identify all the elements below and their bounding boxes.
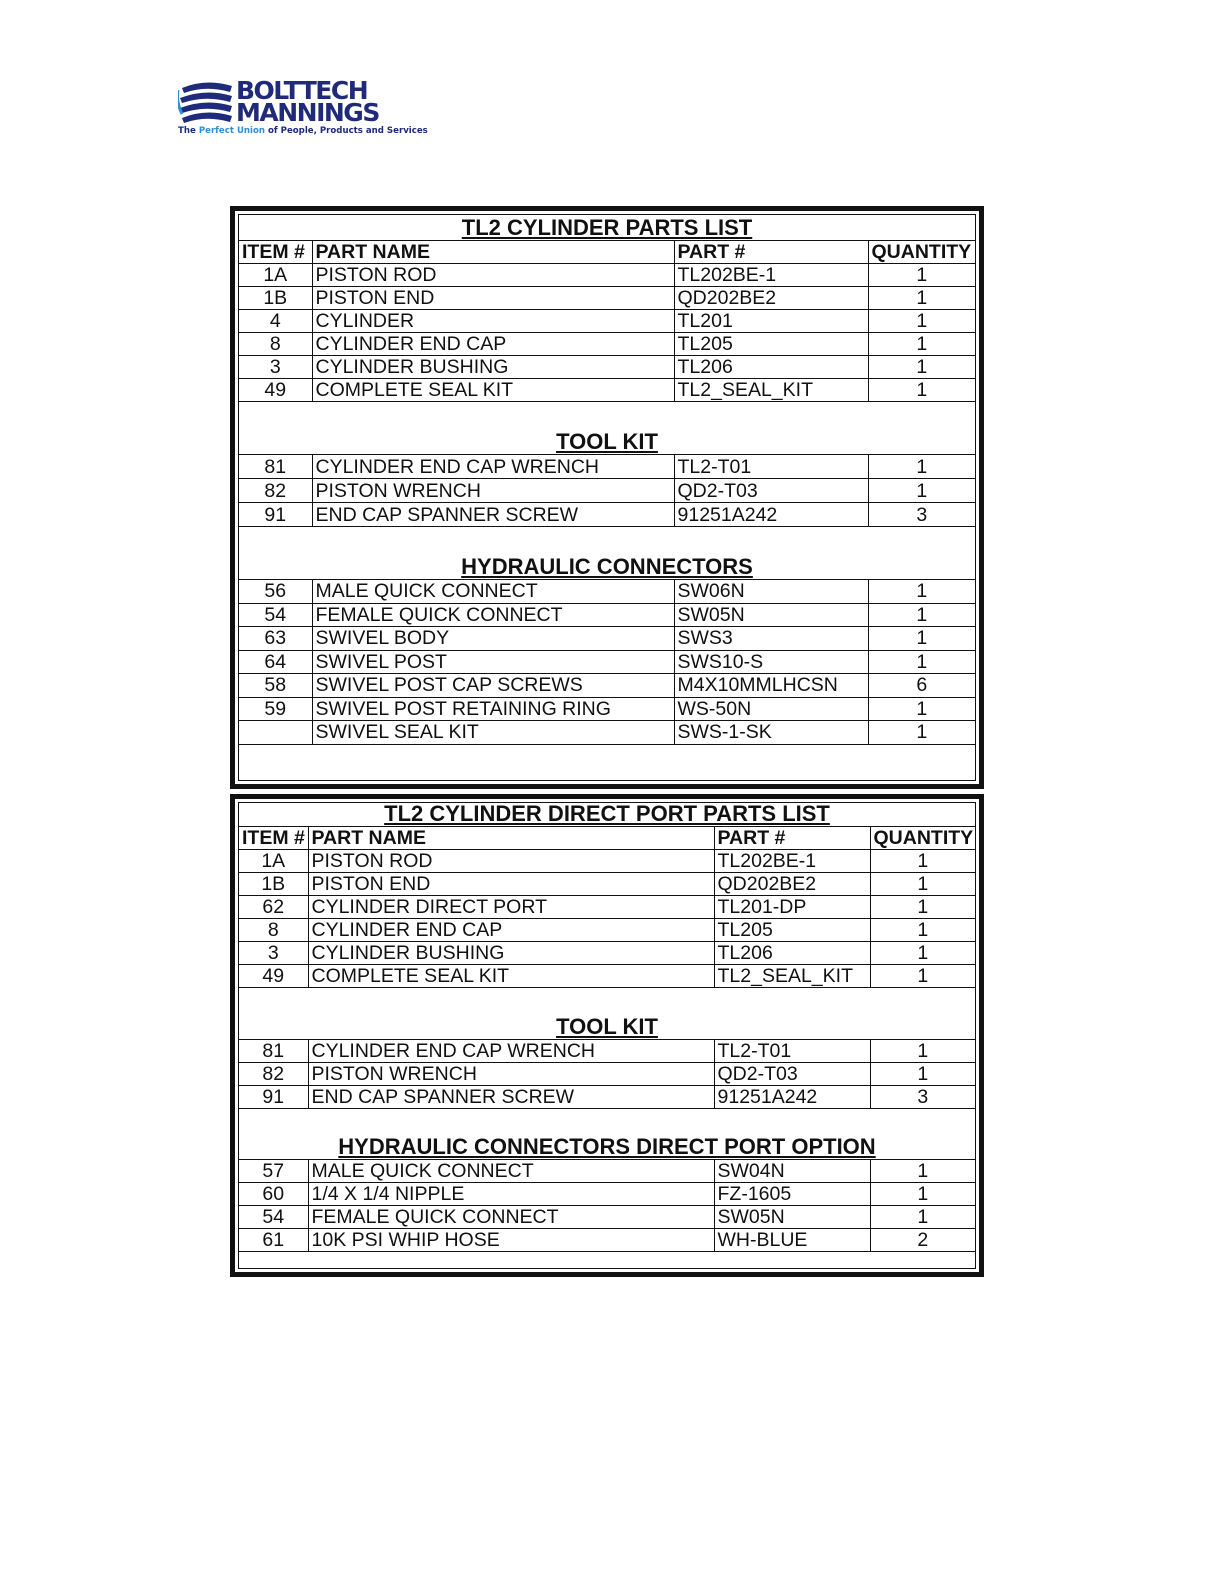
section-title-row (239, 527, 975, 580)
part-number: QD2-T03 (714, 1063, 870, 1086)
section-title: TL2 CYLINDER PARTS LIST (239, 215, 975, 241)
part-name: CYLINDER (312, 310, 674, 333)
section-title-row (239, 1109, 975, 1160)
part-number: WS-50N (674, 697, 868, 721)
table-row (239, 333, 975, 356)
section-title-row (239, 402, 975, 455)
part-number: TL201-DP (714, 896, 870, 919)
item-number: 8 (239, 333, 312, 356)
item-number: 63 (239, 627, 312, 651)
part-name: FEMALE QUICK CONNECT (308, 1206, 714, 1229)
part-number: TL202BE-1 (714, 850, 870, 873)
quantity: 1 (870, 1183, 975, 1206)
quantity: 1 (870, 919, 975, 942)
part-name: FEMALE QUICK CONNECT (312, 603, 674, 627)
part-name: PISTON ROD (308, 850, 714, 873)
item-number: 81 (239, 1040, 308, 1063)
quantity: 6 (868, 674, 975, 698)
part-number: TL2_SEAL_KIT (714, 965, 870, 988)
table-row (239, 356, 975, 379)
part-number: TL201 (674, 310, 868, 333)
quantity: 2 (870, 1229, 975, 1252)
part-number: TL205 (714, 919, 870, 942)
item-number: 59 (239, 697, 312, 721)
item-number (239, 721, 312, 745)
item-number: 82 (239, 1063, 308, 1086)
quantity: 1 (868, 379, 975, 402)
table-row (239, 1229, 975, 1252)
part-name: CYLINDER BUSHING (308, 942, 714, 965)
column-header-quantity: QUANTITY (868, 241, 975, 264)
header-row (239, 827, 975, 850)
parts-table (239, 803, 975, 1252)
section-title: HYDRAULIC CONNECTORS (239, 527, 975, 580)
part-name: 10K PSI WHIP HOSE (308, 1229, 714, 1252)
quantity: 1 (870, 1063, 975, 1086)
part-number: FZ-1605 (714, 1183, 870, 1206)
section-title: TOOL KIT (239, 402, 975, 455)
item-number: 56 (239, 580, 312, 604)
quantity: 1 (868, 697, 975, 721)
table-row (239, 455, 975, 479)
table-row (239, 942, 975, 965)
item-number: 4 (239, 310, 312, 333)
part-name: PISTON END (308, 873, 714, 896)
part-name: SWIVEL BODY (312, 627, 674, 651)
quantity: 1 (870, 873, 975, 896)
item-number: 1B (239, 287, 312, 310)
table-row (239, 697, 975, 721)
item-number: 57 (239, 1160, 308, 1183)
part-name: CYLINDER END CAP (308, 919, 714, 942)
item-number: 1A (239, 264, 312, 287)
table-row (239, 603, 975, 627)
table-row (239, 580, 975, 604)
part-number: SWS10-S (674, 650, 868, 674)
table-row (239, 310, 975, 333)
part-name: 1/4 X 1/4 NIPPLE (308, 1183, 714, 1206)
item-number: 49 (239, 965, 308, 988)
parts-list-table-2 (230, 794, 984, 1277)
part-name: CYLINDER END CAP WRENCH (308, 1040, 714, 1063)
part-name: END CAP SPANNER SCREW (308, 1086, 714, 1109)
table-row (239, 674, 975, 698)
part-name: COMPLETE SEAL KIT (312, 379, 674, 402)
section-title-row (239, 803, 975, 827)
table-row (239, 379, 975, 402)
part-number: SW06N (674, 580, 868, 604)
table-row (239, 919, 975, 942)
table-row (239, 1160, 975, 1183)
item-number: 58 (239, 674, 312, 698)
logo-text-mannings: MANNINGS (236, 98, 379, 127)
quantity: 1 (868, 580, 975, 604)
part-name: SWIVEL POST (312, 650, 674, 674)
part-name: CYLINDER END CAP WRENCH (312, 455, 674, 479)
part-name: COMPLETE SEAL KIT (308, 965, 714, 988)
part-number: TL2_SEAL_KIT (674, 379, 868, 402)
item-number: 3 (239, 356, 312, 379)
part-name: PISTON WRENCH (308, 1063, 714, 1086)
quantity: 1 (870, 942, 975, 965)
item-number: 82 (239, 479, 312, 503)
quantity: 1 (868, 479, 975, 503)
part-name: CYLINDER END CAP (312, 333, 674, 356)
part-name: END CAP SPANNER SCREW (312, 503, 674, 527)
quantity: 1 (868, 264, 975, 287)
item-number: 49 (239, 379, 312, 402)
part-number: QD202BE2 (714, 873, 870, 896)
logo-text-bolttech: BOLTTECH (236, 76, 368, 105)
part-name: SWIVEL POST RETAINING RING (312, 697, 674, 721)
company-logo (178, 76, 428, 140)
table-row (239, 627, 975, 651)
item-number: 1A (239, 850, 308, 873)
quantity: 1 (868, 333, 975, 356)
bolt-logo-icon (178, 80, 234, 124)
column-header-part-number: PART # (674, 241, 868, 264)
table-row (239, 503, 975, 527)
table-row (239, 873, 975, 896)
column-header-item: ITEM # (239, 827, 308, 850)
quantity: 1 (870, 965, 975, 988)
quantity: 1 (868, 310, 975, 333)
part-number: TL2-T01 (674, 455, 868, 479)
item-number: 61 (239, 1229, 308, 1252)
table-row (239, 1040, 975, 1063)
item-number: 91 (239, 1086, 308, 1109)
quantity: 1 (870, 1160, 975, 1183)
table-row (239, 264, 975, 287)
table-row (239, 1206, 975, 1229)
part-number: SW05N (674, 603, 868, 627)
column-header-part-name: PART NAME (312, 241, 674, 264)
part-name: PISTON END (312, 287, 674, 310)
parts-table (239, 215, 975, 745)
column-header-item: ITEM # (239, 241, 312, 264)
part-name: PISTON ROD (312, 264, 674, 287)
header-row (239, 241, 975, 264)
quantity: 1 (868, 455, 975, 479)
section-title: TOOL KIT (239, 988, 975, 1040)
part-number: TL206 (714, 942, 870, 965)
table-row (239, 850, 975, 873)
item-number: 54 (239, 603, 312, 627)
quantity: 1 (868, 603, 975, 627)
quantity: 1 (870, 850, 975, 873)
part-number: SWS3 (674, 627, 868, 651)
item-number: 64 (239, 650, 312, 674)
part-name: CYLINDER DIRECT PORT (308, 896, 714, 919)
item-number: 8 (239, 919, 308, 942)
logo-tagline: The Perfect Union of People, Products and Services (178, 126, 428, 136)
part-name: MALE QUICK CONNECT (312, 580, 674, 604)
part-number: TL202BE-1 (674, 264, 868, 287)
quantity: 1 (870, 1206, 975, 1229)
column-header-part-number: PART # (714, 827, 870, 850)
column-header-part-name: PART NAME (308, 827, 714, 850)
part-number: TL206 (674, 356, 868, 379)
quantity: 1 (868, 721, 975, 745)
item-number: 60 (239, 1183, 308, 1206)
part-number: M4X10MMLHCSN (674, 674, 868, 698)
section-title-row (239, 988, 975, 1040)
part-number: SW04N (714, 1160, 870, 1183)
table-row (239, 721, 975, 745)
section-title: TL2 CYLINDER DIRECT PORT PARTS LIST (239, 803, 975, 827)
quantity: 3 (870, 1086, 975, 1109)
part-number: SW05N (714, 1206, 870, 1229)
part-name: SWIVEL POST CAP SCREWS (312, 674, 674, 698)
part-number: WH-BLUE (714, 1229, 870, 1252)
item-number: 81 (239, 455, 312, 479)
part-number: 91251A242 (714, 1086, 870, 1109)
part-number: SWS-1-SK (674, 721, 868, 745)
table-row (239, 1063, 975, 1086)
part-number: 91251A242 (674, 503, 868, 527)
table-row (239, 965, 975, 988)
table-row (239, 650, 975, 674)
table-row (239, 1086, 975, 1109)
part-name: CYLINDER BUSHING (312, 356, 674, 379)
quantity: 3 (868, 503, 975, 527)
section-title-row (239, 215, 975, 241)
part-number: TL205 (674, 333, 868, 356)
quantity: 1 (870, 896, 975, 919)
section-title: HYDRAULIC CONNECTORS DIRECT PORT OPTION (239, 1109, 975, 1160)
table-row (239, 1183, 975, 1206)
part-number: QD2-T03 (674, 479, 868, 503)
item-number: 91 (239, 503, 312, 527)
table-row (239, 896, 975, 919)
table-row (239, 287, 975, 310)
part-name: SWIVEL SEAL KIT (312, 721, 674, 745)
item-number: 1B (239, 873, 308, 896)
table-row (239, 479, 975, 503)
column-header-quantity: QUANTITY (870, 827, 975, 850)
item-number: 54 (239, 1206, 308, 1229)
item-number: 3 (239, 942, 308, 965)
part-number: TL2-T01 (714, 1040, 870, 1063)
item-number: 62 (239, 896, 308, 919)
part-number: QD202BE2 (674, 287, 868, 310)
parts-list-table-1 (230, 206, 984, 789)
quantity: 1 (868, 356, 975, 379)
quantity: 1 (868, 287, 975, 310)
part-name: MALE QUICK CONNECT (308, 1160, 714, 1183)
quantity: 1 (870, 1040, 975, 1063)
quantity: 1 (868, 650, 975, 674)
quantity: 1 (868, 627, 975, 651)
part-name: PISTON WRENCH (312, 479, 674, 503)
